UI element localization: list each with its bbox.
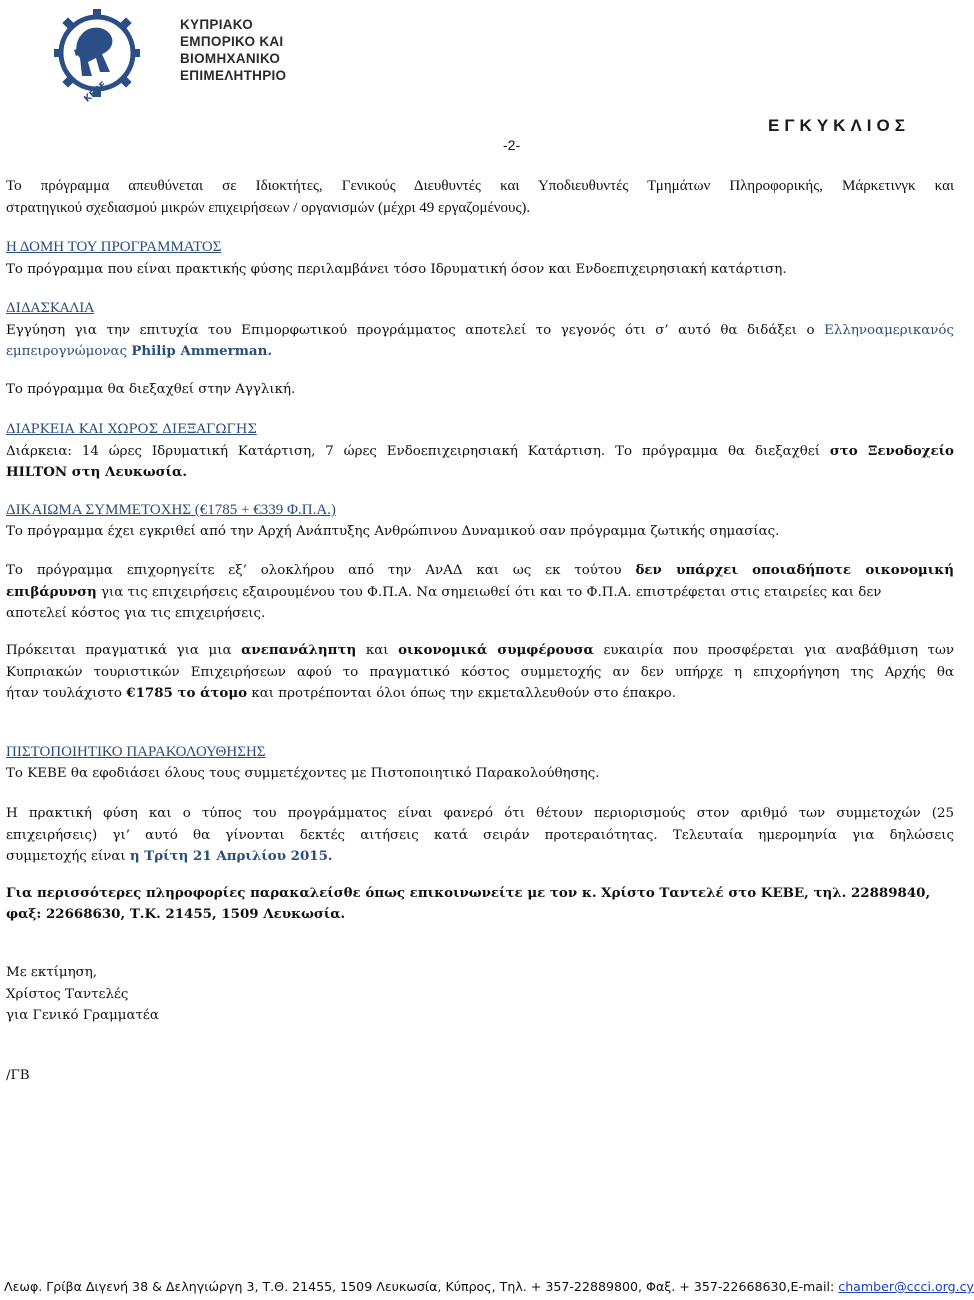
org-line: ΒΙΟΜΗΧΑΝΙΚΟ [180, 51, 281, 66]
reference-initials: /ΓΒ [6, 1068, 30, 1083]
teaching-text-highlight: Ελληνοαμερικανός [824, 323, 954, 338]
contact-line: φαξ: 22668630, Τ.Κ. 21455, 1509 Λευκωσία. [6, 906, 346, 922]
deadline-line: Η πρακτική φύση και ο τύπος του προγράμματος είναι φανερό ότι θέτουν περιορισμούς στον αριθμό των συμμετοχών (25 [6, 806, 954, 821]
organization-name [180, 16, 286, 84]
org-line: ΕΜΠΟΡΙΚΟ ΚΑΙ [180, 34, 284, 49]
venue-text: HILTON στη Λευκωσία. [6, 464, 187, 480]
opportunity-line [6, 640, 954, 662]
fee-heading: ΔΙΚΑΙΩΜΑ ΣΥΜΜΕΤΟΧΗΣ (€1785 + €339 Φ.Π.Α.) [6, 502, 336, 518]
teaching-line [6, 320, 954, 342]
opportunity-emphasis: ανεπανάληπτη [241, 642, 357, 658]
structure-text: Το πρόγραμμα που είναι πρακτικής φύσης περιλαμβάνει τόσο Ιδρυματική όσον και Ενδοεπιχειρησιακή κατάρτιση. [6, 262, 787, 277]
teaching-line [6, 341, 954, 363]
deadline-text: συμμετοχής είναι [6, 849, 126, 864]
footer-address: Λεωφ. Γρίβα Διγενή 38 & Δεληγιώργη 3, Τ.Θ. 21455, 1509 Λευκωσία, Κύπρος, Τηλ. + 357-22889800, Φαξ. + 357-22668630,E-mail: [4, 1279, 835, 1294]
funding-line: αποτελεί κόστος για τις επιχειρήσεις. [6, 606, 266, 621]
duration-text: Διάρκεια: 14 ώρες Ιδρυματική Κατάρτιση, 7 ώρες Ενδοεπιχειρησιακή Κατάρτιση. Το πρόγραμμα θα διεξαχθεί [6, 444, 820, 459]
fee-approval-text: Το πρόγραμμα έχει εγκριθεί από την Αρχή Ανάπτυξης Ανθρώπινου Δυναμικού σαν πρόγραμμα ζωτικής σημασίας. [6, 524, 780, 539]
opportunity-text: και προτρέπονται όλοι όπως την εκμεταλλευθούν στο έπακρο. [251, 686, 677, 701]
logo-text: ΚΕΒΕ [82, 80, 109, 105]
signoff-name: Χρίστος Ταντελές [6, 987, 129, 1002]
opportunity-text: ευκαιρία που προσφέρεται για αναβάθμιση των [603, 643, 955, 658]
opportunity-text: ήταν τουλάχιστο [6, 686, 122, 701]
keve-logo [52, 6, 142, 105]
certificate-heading: ΠΙΣΤΟΠΟΙΗΤΙΚΟ ΠΑΡΑΚΟΛΟΥΘΗΣΗΣ [6, 744, 266, 760]
signoff-greeting: Με εκτίμηση, [6, 965, 98, 980]
org-line: ΚΥΠΡΙΑΚΟ [180, 17, 254, 32]
document-type: ΕΓΚΥΚΛΙΟΣ [768, 116, 910, 135]
deadline-date: η Τρίτη 21 Απριλίου 2015. [129, 848, 333, 864]
teaching-heading: ΔΙΔΑΣΚΑΛΙΑ [6, 301, 95, 316]
signoff-role: για Γενικό Γραμματέα [6, 1008, 159, 1023]
funding-line [6, 582, 954, 604]
footer-email-link[interactable]: chamber@ccci.org.cy [838, 1279, 974, 1294]
contact-line: Για περισσότερες πληροφορίες παρακαλείσθε όπως επικοινωνείτε με τον κ. Χρίστο Ταντελέ στο ΚΕΒΕ, τηλ. 22889840, [6, 885, 931, 901]
footer [4, 1279, 974, 1294]
intro-line: Το πρόγραμμα απευθύνεται σε Ιδιοκτήτες, Γενικούς Διευθυντές και Υποδιευθυντές Τμημάτων Πληροφορικής, Μάρκετινγκ και [6, 178, 954, 194]
duration-heading: ΔΙΑΡΚΕΙΑ ΚΑΙ ΧΩΡΟΣ ΔΙΕΞΑΓΩΓΗΣ [6, 422, 257, 437]
funding-text: Το πρόγραμμα επιχορηγείτε εξ’ ολοκλήρου από την ΑνΑΔ και ως εκ τούτου [6, 563, 622, 578]
deadline-line [6, 846, 954, 868]
opportunity-line [6, 683, 954, 705]
opportunity-text: και [365, 643, 389, 658]
instructor-name: Philip Ammerman. [131, 343, 272, 359]
teaching-text-highlight: εμπειρογνώμονας [6, 344, 128, 359]
intro-line: στρατηγικού σχεδιασμού μικρών επιχειρήσεων / οργανισμών (μέχρι 49 εργαζομένους). [6, 200, 531, 216]
opportunity-emphasis: οικονομικά συμφέρουσα [398, 642, 594, 658]
teaching-text: Εγγύηση για την επιτυχία του Επιμορφωτικού προγράμματος αποτελεί το γεγονός ότι σ’ αυτό θα διδάξει ο [6, 323, 815, 338]
opportunity-text: Πρόκειται πραγματικά για μια [6, 643, 232, 658]
venue-text: στο Ξενοδοχείο [829, 443, 954, 459]
opportunity-line: Κυπριακών τουριστικών Επιχειρήσεων αφού το πραγματικό κόστος συμμετοχής αν δεν υπήρχε η επιχορήγηση της Αρχής θα [6, 665, 954, 680]
funding-emphasis: επιβάρυνση [6, 584, 97, 600]
structure-heading: Η ΔΟΜΗ ΤΟΥ ΠΡΟΓΡΑΜΜΑΤΟΣ [6, 239, 222, 255]
language-text: Το πρόγραμμα θα διεξαχθεί στην Αγγλική. [6, 382, 296, 397]
certificate-text: Το ΚΕΒΕ θα εφοδιάσει όλους τους συμμετέχοντες με Πιστοποιητικό Παρακολούθησης. [6, 766, 600, 781]
price-per-person: €1785 το άτομο [126, 685, 248, 701]
deadline-line: επιχειρήσεις) γι’ αυτό θα γίνονται δεκτές αιτήσεις κατά σειράν προτεραιότητας. Τελευταία ημερομηνία για δηλώσεις [6, 828, 954, 843]
funding-emphasis: δεν υπάρχει οποιαδήποτε οικονομική [635, 562, 954, 578]
duration-line [6, 441, 954, 463]
funding-line [6, 560, 954, 582]
org-line: ΕΠΙΜΕΛΗΤΗΡΙΟ [180, 68, 287, 83]
page-number: -2- [503, 137, 521, 153]
funding-text: για τις επιχειρήσεις εξαιρουμένου του Φ.Π.Α. Να σημειωθεί ότι και το Φ.Π.Α. επιστρέφεται στις εταιρείες και δεν [100, 585, 882, 600]
